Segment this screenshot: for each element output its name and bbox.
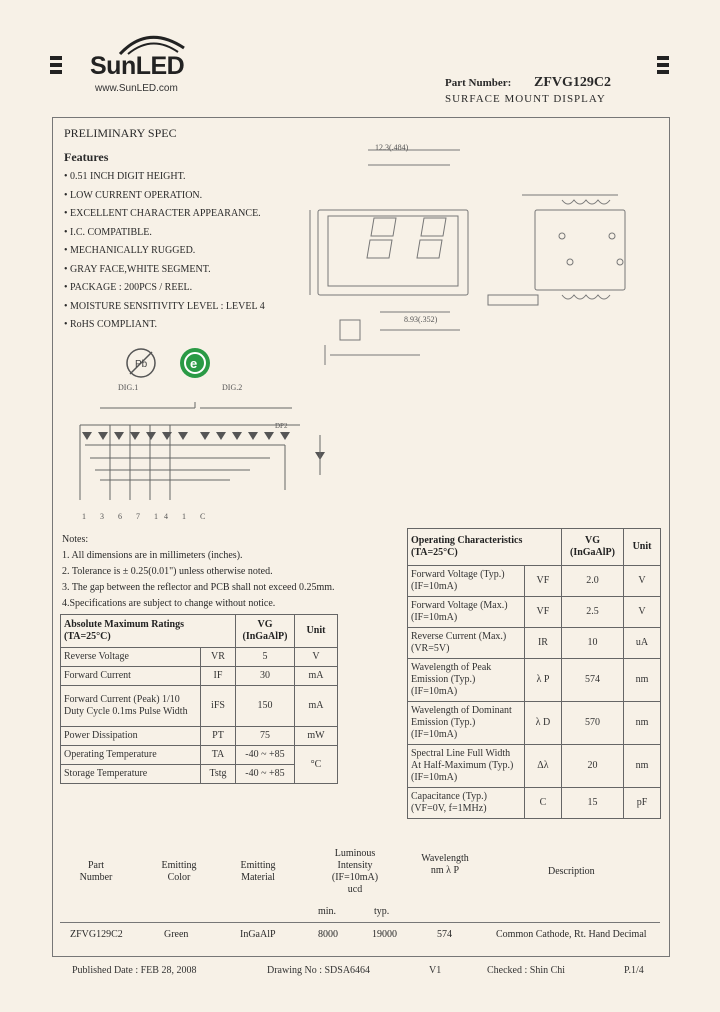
op-char-vg-header: VG (InGaAlP) [561, 529, 623, 566]
feature-item: • LOW CURRENT OPERATION. [64, 189, 203, 201]
part-table-row: ZFVG129C2 Green InGaAlP 8000 19000 574 Common Cathode, Rt. Hand Decimal [70, 929, 647, 940]
footer-version: V1 [429, 965, 442, 976]
notes-title: Notes: [62, 534, 89, 545]
features-title: Features [64, 150, 109, 164]
logo: SunLED [90, 52, 185, 80]
part-table-header-color: Emitting Color [161, 860, 197, 883]
table-row: Forward Voltage (Typ.) (IF=10mA) VF 2.0 V [408, 566, 661, 597]
part-table-header-part: Part Number [79, 860, 113, 883]
note-item: 2. Tolerance is ± 0.25(0.01") unless otherwise noted. [62, 566, 273, 577]
table-row: Spectral Line Full Width At Half-Maximum (Typ.) (IF=10mA) Δλ 20 nm [408, 745, 661, 788]
operating-characteristics-table [407, 528, 661, 819]
feature-item: • 0.51 INCH DIGIT HEIGHT. [64, 171, 186, 182]
spec-title: PRELIMINARY SPEC [64, 126, 177, 140]
rohs-label: e [190, 356, 198, 371]
table-row: Reverse Voltage VR 5 V [61, 648, 338, 667]
part-table-header-material: Emitting Material [240, 860, 276, 883]
pin-label-dp: DP2 [275, 422, 288, 430]
feature-item: • PACKAGE : 200PCS / REEL. [64, 282, 193, 293]
table-row: Wavelength of Peak Emission (Typ.) (IF=10mA) λ P 574 nm [408, 659, 661, 702]
feature-item: • MOISTURE SENSITIVITY LEVEL : LEVEL 4 [64, 300, 265, 312]
note-item: 4.Specifications are subject to change without notice. [62, 598, 276, 609]
feature-item: • RoHS COMPLIANT. [64, 319, 158, 330]
part-table-header-wavelength: Wavelength nm λ P [421, 853, 469, 876]
part-number: ZFVG129C2 [534, 75, 611, 90]
notes [62, 532, 335, 612]
package-dimension-drawing [300, 140, 640, 370]
note-item: 3. The gap between the reflector and PCB shall not exceed 0.25mm. [62, 582, 335, 593]
table-row: Power Dissipation PT 75 mW [61, 727, 338, 746]
logo-bar [50, 63, 62, 67]
abs-max-vg-header: VG (InGaAlP) [236, 615, 295, 648]
table-row: Forward Current (Peak) 1/10 Duty Cycle 0.1ms Pulse Width iFS 150 mA [61, 686, 338, 727]
dim-top-label: 12.3(.484) [375, 143, 409, 152]
pb-free-icon [124, 346, 158, 380]
product-type: SURFACE MOUNT DISPLAY [445, 93, 606, 105]
pin-label-dig1: DIG.1 [118, 383, 139, 392]
logo-bar [657, 70, 669, 74]
logo-bar [50, 56, 62, 60]
part-table-header-intensity: Luminous Intensity (IF=10mA) ucd [331, 848, 379, 895]
op-char-unit-header: Unit [624, 529, 661, 566]
op-char-title-cell: Operating Characteristics (TA=25°C) [408, 529, 562, 566]
part-table-header-typ: typ. [374, 906, 390, 917]
logo-bar [50, 70, 62, 74]
part-table-header-description: Description [548, 866, 595, 877]
logo-url[interactable]: www.SunLED.com [95, 83, 178, 94]
circuit-diagram [70, 380, 370, 520]
pin-label-dig2: DIG.2 [222, 383, 243, 392]
feature-item: • EXCELLENT CHARACTER APPEARANCE. [64, 208, 261, 219]
table-row: Wavelength of Dominant Emission (Typ.) (IF=10mA) λ D 570 nm [408, 702, 661, 745]
footer-checked-by: Checked : Shin Chi [487, 965, 566, 976]
footer-published-date: Published Date : FEB 28, 2008 [72, 965, 197, 976]
logo-bar [657, 56, 669, 60]
pb-label: Pb [135, 359, 148, 370]
table-row: Reverse Current (Max.) (VR=5V) IR 10 uA [408, 628, 661, 659]
note-item: 1. All dimensions are in millimeters (inches). [62, 550, 243, 561]
table-row: Capacitance (Typ.) (VF=0V, f=1MHz) C 15 pF [408, 788, 661, 819]
feature-item: • MECHANICALLY RUGGED. [64, 245, 196, 256]
table-row: Forward Voltage (Max.) (IF=10mA) VF 2.5 V [408, 597, 661, 628]
feature-item: • GRAY FACE,WHITE SEGMENT. [64, 263, 211, 275]
rohs-icon [178, 346, 212, 380]
part-table-divider [60, 922, 660, 923]
pin-numbers: 1 3 6 7 14 1 C [82, 512, 212, 520]
footer-drawing-number: Drawing No : SDSA6464 [267, 965, 371, 976]
dim-bottom-label: 8.93(.352) [404, 315, 438, 324]
abs-max-title-cell: Absolute Maximum Ratings (TA=25°C) [61, 615, 236, 648]
feature-item: • I.C. COMPATIBLE. [64, 226, 152, 238]
abs-max-unit-header: Unit [295, 615, 338, 648]
abs-max-ratings-table [60, 614, 338, 784]
features-list [64, 168, 314, 335]
table-row: Operating Temperature TA -40 ~ +85 °C [61, 746, 338, 765]
logo-bar [657, 63, 669, 67]
part-table-header-min: min. [318, 906, 337, 917]
footer-page-number: P.1/4 [624, 965, 644, 976]
table-row: Storage Temperature Tstg -40 ~ +85 [61, 765, 338, 784]
table-row: Forward Current IF 30 mA [61, 667, 338, 686]
part-number-label: Part Number: [445, 77, 512, 89]
